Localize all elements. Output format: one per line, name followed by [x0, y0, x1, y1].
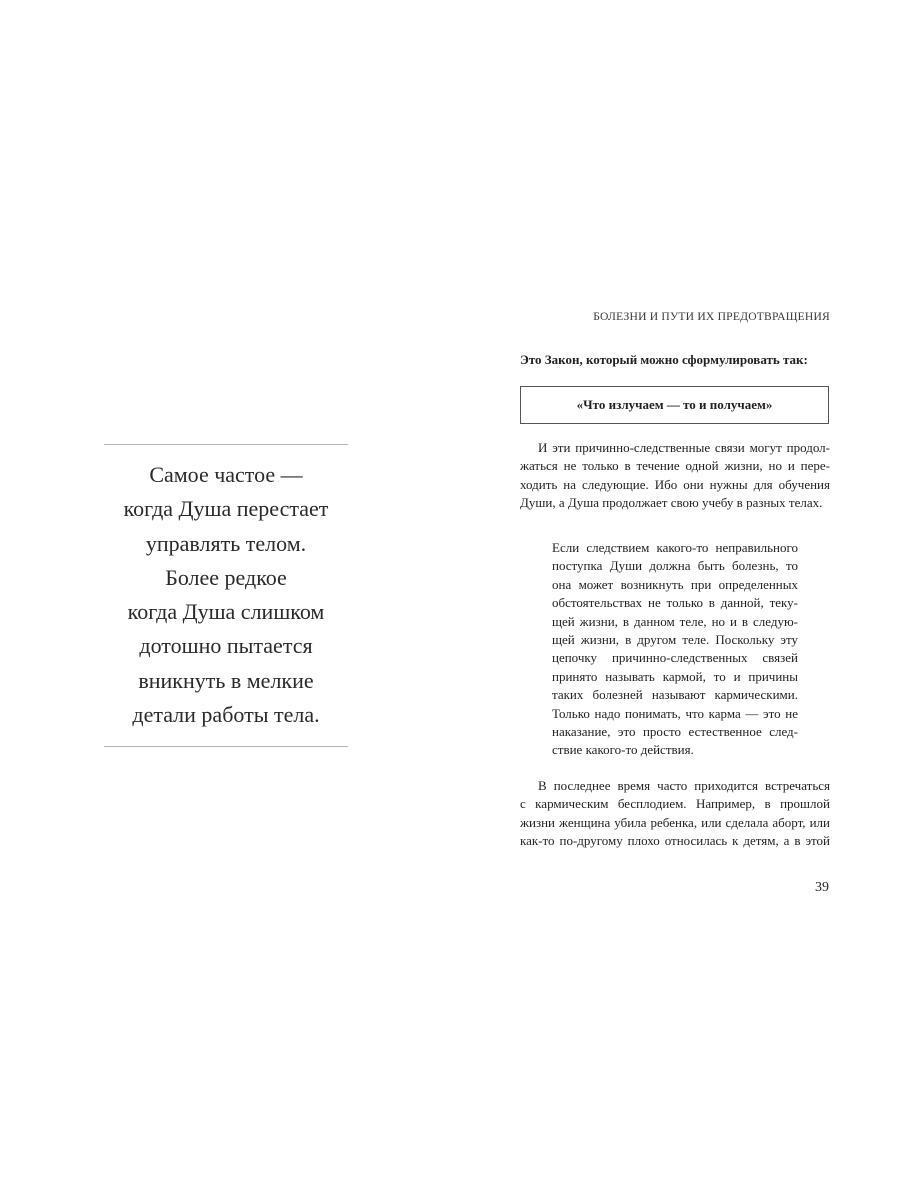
pull-quote-line: дотошно пытается	[139, 633, 313, 659]
paragraph-line: жаться не только в течение одной жизни, но и пере-	[520, 458, 830, 474]
pull-quote-line: детали работы тела.	[132, 702, 320, 728]
paragraph-1	[520, 439, 830, 513]
pull-quote-line: Самое частое —	[149, 462, 303, 487]
paragraph-line: Только надо понимать, что карма — это не	[552, 705, 798, 721]
paragraph-line: Души, а Душа продолжает свою учебу в разных телах.	[520, 495, 823, 511]
pull-quote-line: управлять телом.	[145, 530, 307, 556]
pull-quote-line: когда Душа слишком	[127, 599, 325, 625]
pull-quote-line: вникнуть в мелкие	[138, 667, 314, 693]
pull-quote-text	[104, 445, 348, 746]
paragraph-line: жизни женщина убила ребенка, или сделала аборт, или	[520, 814, 830, 830]
pull-quote-line: когда Душа перестает	[123, 496, 329, 522]
paragraph-line: щей жизни, в данном теле, но и в следую-	[552, 613, 798, 629]
paragraph-line: ствие какого-то действия.	[552, 742, 694, 758]
paragraph-line: поступка Души должна быть болезнь, то	[552, 558, 798, 574]
paragraph-line: таких болезней называют кармическими.	[552, 687, 798, 703]
paragraph-line: принято называть кармой, то и причины	[552, 668, 798, 684]
paragraph-line: с кармическим бесплодием. Например, в прошлой	[520, 796, 830, 812]
pull-quote	[104, 444, 348, 747]
paragraph-line: ходить на следующие. Ибо они нужны для обучения	[520, 476, 830, 492]
pull-quote-line: Более редкое	[165, 564, 287, 590]
paragraph-3	[520, 777, 830, 851]
paragraph-line: И эти причинно-следственные связи могут продол-	[538, 440, 830, 455]
paragraph-line: щей жизни, в другом теле. Поскольку эту	[552, 632, 798, 648]
paragraph-line: В последнее время часто приходится встречаться	[538, 778, 830, 793]
paragraph-line: наказание, это просто естественное след-	[552, 724, 798, 740]
paragraph-line: как-то по-другому плохо относилась к детям, а в этой	[520, 833, 830, 849]
paragraph-line: Если следствием какого-то неправильного	[552, 540, 798, 555]
lead-sentence: Это Закон, который можно сформулировать так:	[520, 352, 808, 367]
pull-quote-bottom-rule	[104, 746, 348, 747]
paragraph-line: цепочку причинно-следственных связей	[552, 650, 798, 666]
law-text: «Что излучаем — то и получаем»	[576, 397, 773, 412]
paragraph-line: обстоятельствах не только в данной, теку-	[552, 595, 798, 611]
paragraph-2	[552, 539, 798, 760]
paragraph-line: она может возникнуть при определенных	[552, 576, 798, 592]
page-number: 39	[815, 880, 829, 895]
running-head: БОЛЕЗНИ И ПУТИ ИХ ПРЕДОТВРАЩЕНИЯ	[593, 310, 830, 323]
law-box	[520, 386, 829, 424]
